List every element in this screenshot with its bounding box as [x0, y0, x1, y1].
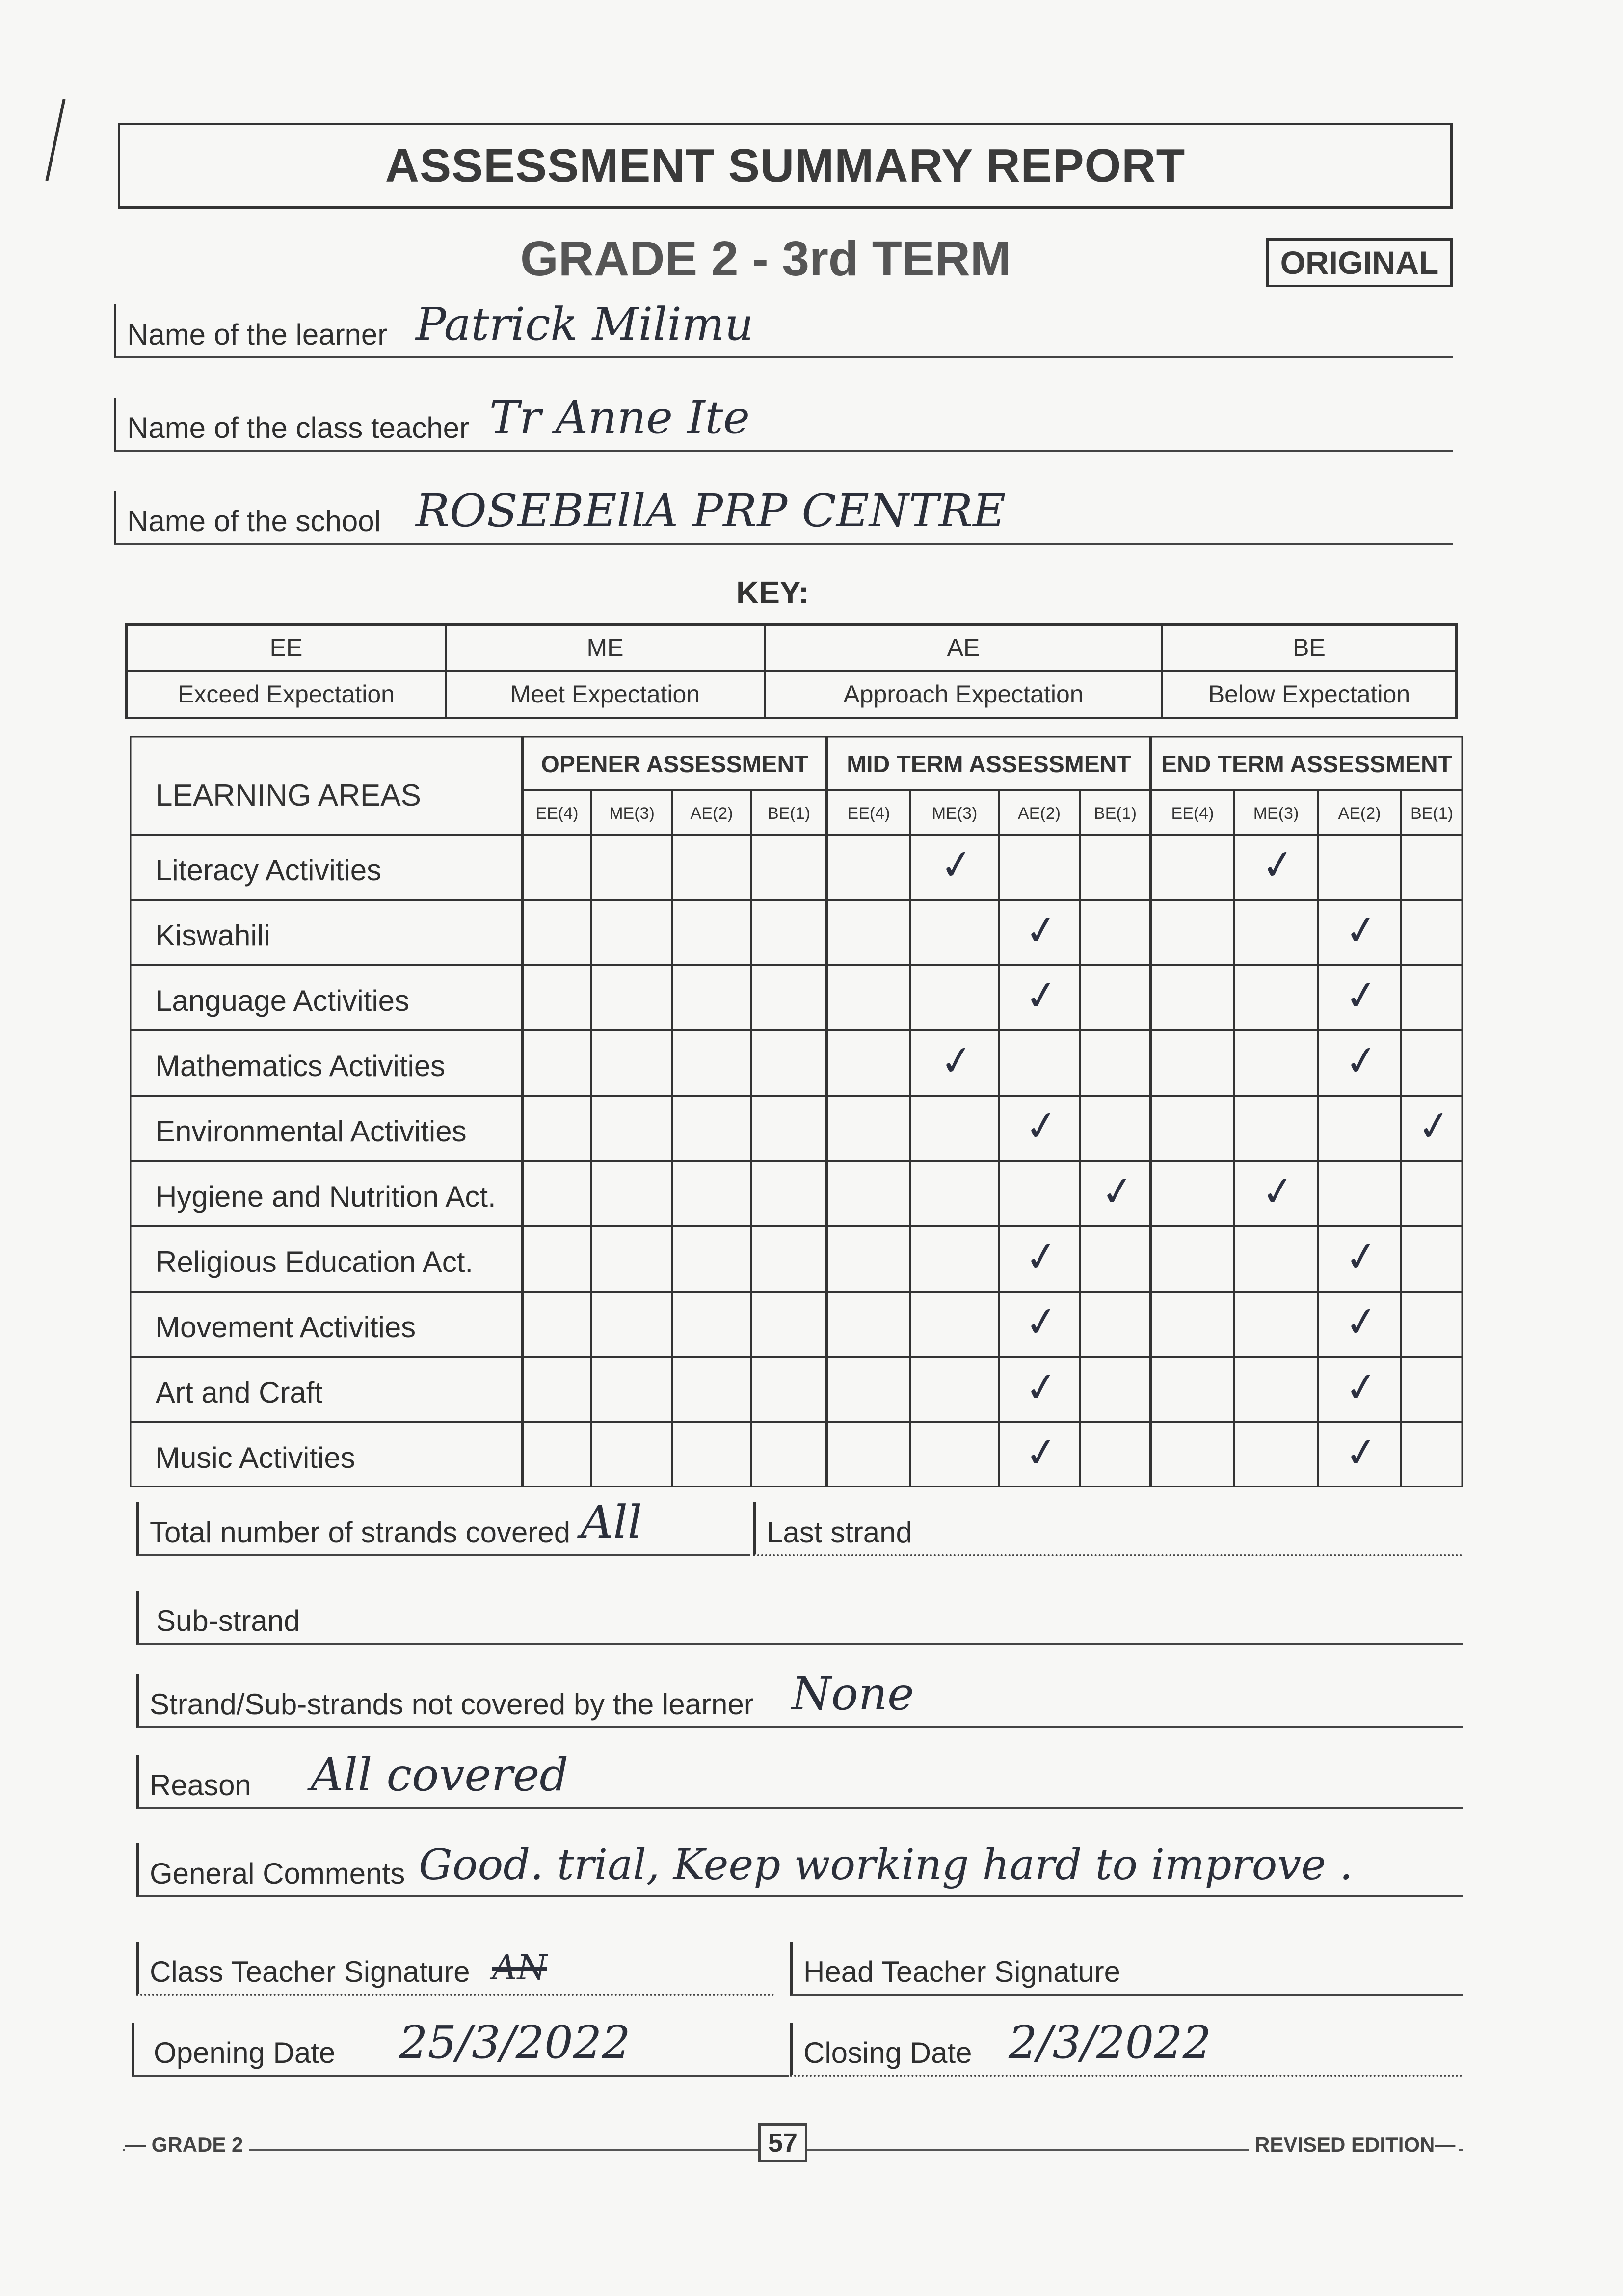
learning-area-label: Literacy Activities [156, 854, 382, 887]
tick-mark-icon: ✓ [1258, 839, 1298, 891]
key-code-be: BE [1163, 626, 1455, 672]
tick-mark-icon: ✓ [1341, 905, 1382, 956]
level-header-ee4: EE(4) [1171, 804, 1214, 823]
strands-covered-label: Total number of strands covered [150, 1516, 571, 1549]
learning-area-label: Music Activities [156, 1441, 355, 1474]
assessment-table [130, 736, 1463, 1487]
not-covered-label: Strand/Sub-strands not covered by the learner [150, 1688, 754, 1721]
report-title: ASSESSMENT SUMMARY REPORT [385, 139, 1186, 192]
tick-mark-icon: ✓ [1341, 1035, 1382, 1087]
learner-name-label: Name of the learner [127, 318, 388, 351]
key-code-me: ME [447, 626, 766, 672]
level-header-be1: BE(1) [768, 804, 810, 823]
group-header-opener: OPENER ASSESSMENT [541, 752, 809, 778]
opening-date-field [132, 2016, 789, 2077]
tick-mark-icon: ✓ [1097, 1166, 1138, 1217]
tick-mark-icon: ✓ [1021, 1362, 1062, 1413]
class-teacher-value: Tr Anne Ite [489, 391, 750, 444]
reason-field [136, 1749, 1463, 1809]
tick-mark-icon: ✓ [1341, 1427, 1382, 1479]
key-table [125, 623, 1458, 719]
closing-date-field [790, 2016, 1463, 2077]
last-strand-label: Last strand [767, 1516, 912, 1549]
school-name-label: Name of the school [127, 505, 381, 538]
learning-area-label: Religious Education Act. [156, 1245, 474, 1278]
tick-mark-icon: ✓ [1021, 1297, 1062, 1348]
group-header-end-term: END TERM ASSESSMENT [1161, 752, 1452, 778]
level-header-me3: ME(3) [1253, 804, 1299, 823]
level-header-ee4: EE(4) [535, 804, 579, 823]
learning-area-label: Mathematics Activities [156, 1050, 446, 1082]
key-meaning-be: Below Expectation [1208, 680, 1410, 708]
key-meaning-ae: Approach Expectation [766, 672, 1163, 717]
tick-mark-icon: ✓ [1341, 1231, 1382, 1283]
school-name-value: ROSEBEllA PRP CENTRE [416, 485, 1006, 537]
tick-mark-icon: ✓ [1021, 905, 1062, 956]
head-teacher-signature-label: Head Teacher Signature [803, 1955, 1120, 1988]
key-meaning-me: Meet Expectation [447, 672, 766, 717]
level-header-be1: BE(1) [1094, 804, 1137, 823]
reason-value: All covered [311, 1749, 569, 1801]
last-strand-field [753, 1502, 1463, 1556]
tick-mark-icon: ✓ [1341, 1362, 1382, 1413]
tick-mark-icon: ✓ [936, 1035, 977, 1087]
level-header-ee4: EE(4) [847, 804, 890, 823]
learner-name-value: Patrick Milimu [416, 298, 754, 351]
general-comments-field [136, 1840, 1463, 1897]
school-name-field [114, 485, 1453, 545]
class-teacher-signature-value: AN [492, 1947, 547, 1988]
sub-strand-field [136, 1591, 1463, 1645]
learning-area-label: Language Activities [156, 984, 410, 1017]
report-title-box [118, 123, 1453, 209]
head-teacher-signature-field [790, 1942, 1463, 1996]
general-comments-value: Good. trial, Keep working hard to improve . [419, 1840, 1353, 1890]
page-number: 57 [758, 2123, 807, 2162]
not-covered-value: None [792, 1668, 914, 1720]
grade-term-heading: GRADE 2 - 3rd TERM [520, 231, 1011, 286]
opening-date-value: 25/3/2022 [399, 2016, 631, 2069]
tick-mark-icon: ✓ [1021, 970, 1062, 1022]
tick-mark-icon: ✓ [1341, 1297, 1382, 1348]
sub-strand-label: Sub-strand [156, 1604, 300, 1637]
learning-area-label: Hygiene and Nutrition Act. [156, 1180, 496, 1213]
key-meaning-ee: Exceed Expectation [128, 672, 447, 717]
class-teacher-signature-field [136, 1942, 774, 1996]
learning-area-label: Environmental Activities [156, 1115, 467, 1148]
learning-area-label: Kiswahili [156, 919, 270, 952]
tick-mark-icon: ✓ [1021, 1231, 1062, 1283]
class-teacher-field [114, 391, 1453, 452]
level-header-be1: BE(1) [1410, 804, 1453, 823]
level-header-ae2: AE(2) [1338, 804, 1381, 823]
learning-area-label: Art and Craft [156, 1376, 323, 1409]
learner-name-field [114, 298, 1453, 358]
margin-pen-mark [45, 99, 65, 181]
level-header-ae2: AE(2) [690, 804, 733, 823]
footer-edition: REVISED EDITION— [1249, 2133, 1459, 2157]
strands-covered-value: All [581, 1496, 642, 1548]
tick-mark-icon: ✓ [1021, 1427, 1062, 1479]
key-code-ee: EE [128, 626, 447, 672]
original-badge: ORIGINAL [1266, 238, 1453, 287]
closing-date-label: Closing Date [803, 2036, 972, 2069]
general-comments-label: General Comments [150, 1857, 405, 1890]
tick-mark-icon: ✓ [1414, 1101, 1454, 1152]
learning-area-label: Movement Activities [156, 1311, 416, 1344]
reason-label: Reason [150, 1769, 251, 1802]
level-header-ae2: AE(2) [1018, 804, 1061, 823]
strands-covered-field [136, 1496, 750, 1556]
key-title: KEY: [736, 575, 809, 610]
group-header-mid-term: MID TERM ASSESSMENT [847, 752, 1131, 778]
class-teacher-label: Name of the class teacher [127, 411, 470, 444]
tick-mark-icon: ✓ [936, 839, 977, 891]
class-teacher-signature-label: Class Teacher Signature [150, 1955, 470, 1988]
learning-areas-header: LEARNING AREAS [156, 779, 421, 812]
tick-mark-icon: ✓ [1341, 970, 1382, 1022]
tick-mark-icon: ✓ [1021, 1101, 1062, 1152]
tick-mark-icon: ✓ [1258, 1166, 1298, 1217]
footer-grade: — GRADE 2 [125, 2133, 249, 2157]
key-code-ae: AE [766, 626, 1163, 672]
opening-date-label: Opening Date [154, 2036, 336, 2069]
not-covered-field [136, 1668, 1463, 1728]
level-header-me3: ME(3) [609, 804, 655, 823]
closing-date-value: 2/3/2022 [1009, 2016, 1212, 2069]
level-header-me3: ME(3) [931, 804, 978, 823]
